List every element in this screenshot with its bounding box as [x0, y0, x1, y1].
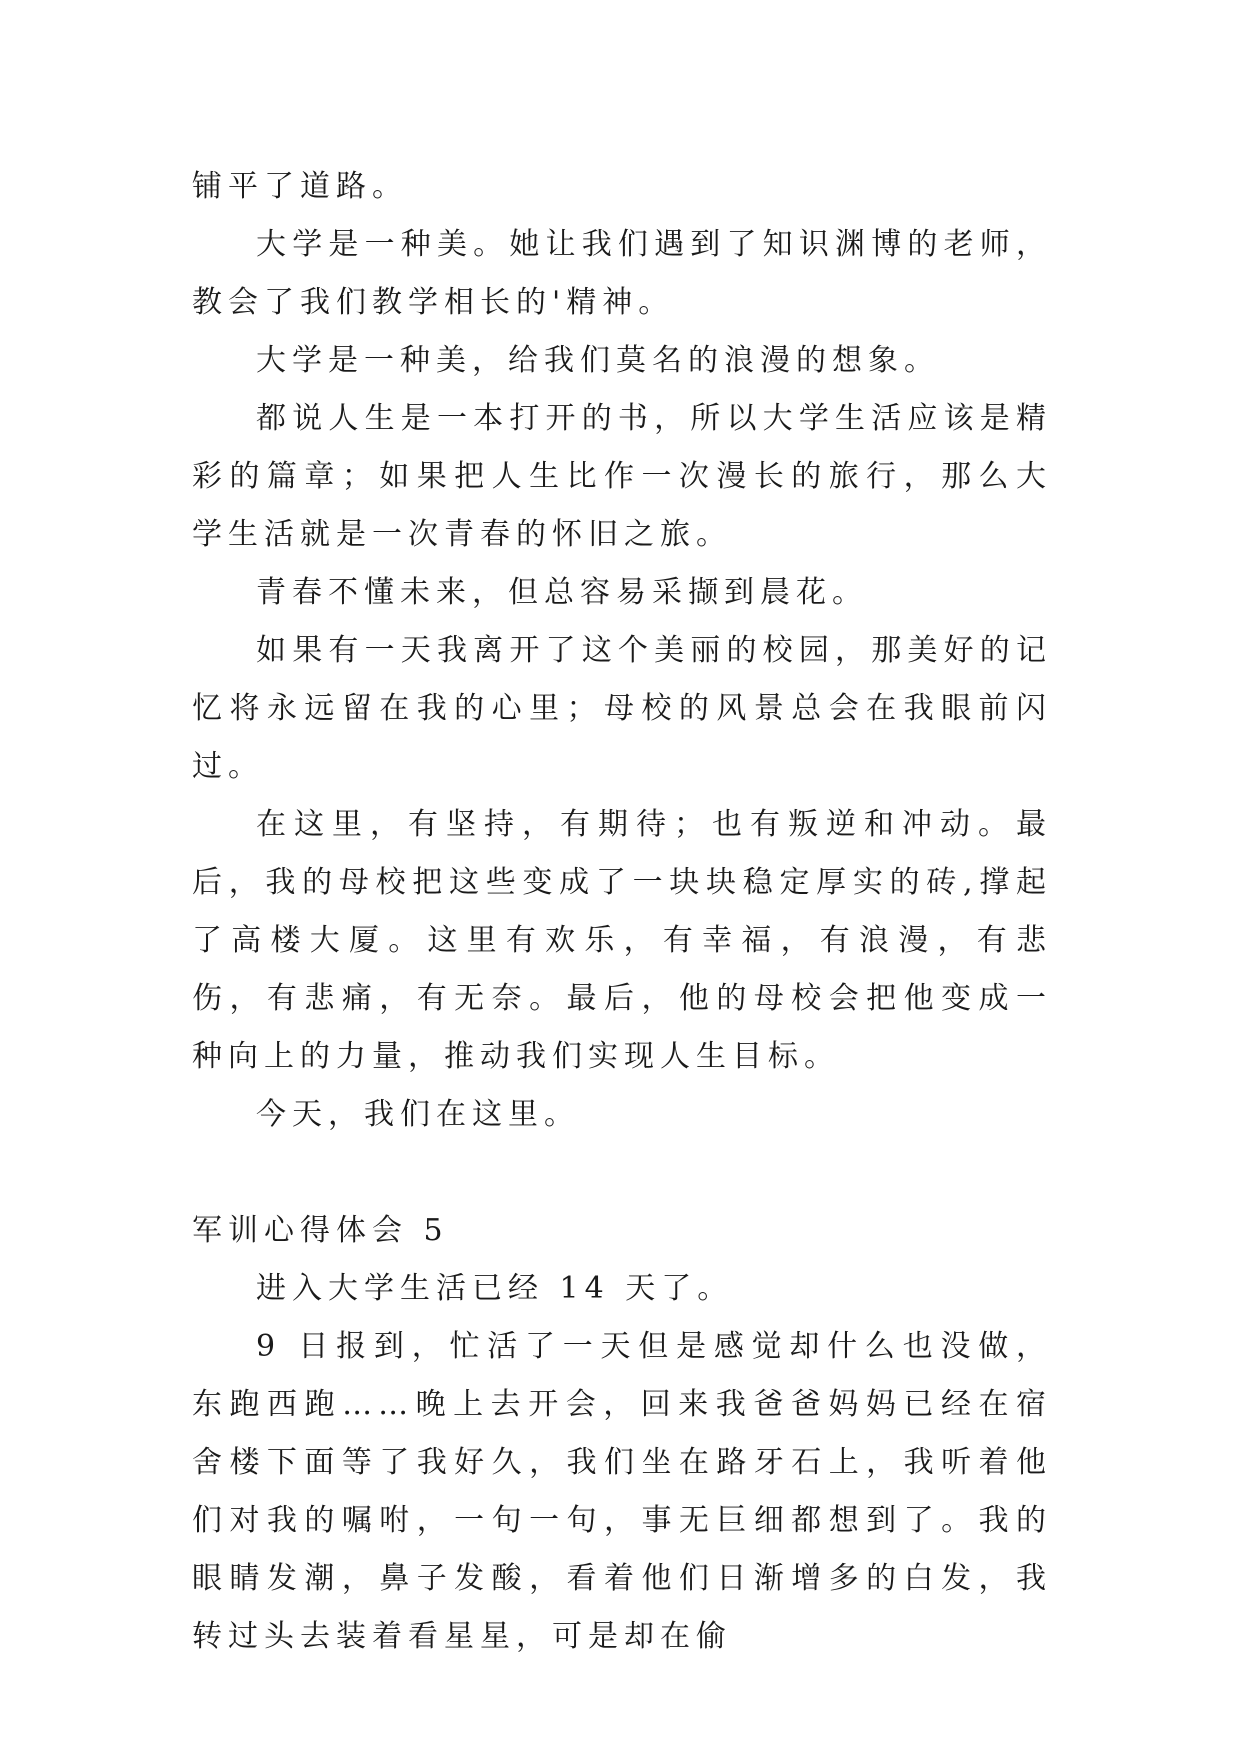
paragraph: 都说人生是一本打开的书，所以大学生活应该是精彩的篇章；如果把人生比作一次漫长的旅行，那么大学生活就是一次青春的怀旧之旅。	[192, 401, 1052, 552]
paragraph: 大学是一种美，给我们莫名的浪漫的想象。	[256, 343, 940, 378]
paragraph: 铺平了道路。	[192, 169, 408, 204]
paragraph: 进入大学生活已经 14 天了。	[256, 1271, 734, 1306]
paragraph: 如果有一天我离开了这个美丽的校园，那美好的记忆将永远留在我的心里；母校的风景总会在我眼前闪过。	[192, 633, 1052, 784]
paragraph: 大学是一种美。她让我们遇到了知识渊博的老师，教会了我们教学相长的'精神。	[192, 227, 1052, 320]
paragraph: 青春不懂未来，但总容易采撷到晨花。	[256, 575, 868, 610]
paragraph: 9 日报到，忙活了一天但是感觉却什么也没做，东跑西跑……晚上去开会，回来我爸爸妈妈已经在宿舍楼下面等了我好久，我们坐在路牙石上，我听着他们对我的嘱咐，一句一句，事无巨细都想到了。我的眼睛发潮，鼻子发酸，看着他们日渐增多的白发，我转过头去装着看星星，可是却在偷	[192, 1329, 1052, 1654]
section-title: 军训心得体会 5	[192, 1213, 449, 1248]
paragraph: 今天，我们在这里。	[256, 1097, 580, 1132]
paragraph: 在这里，有坚持，有期待；也有叛逆和冲动。最后，我的母校把这些变成了一块块稳定厚实的砖,撑起了高楼大厦。这里有欢乐，有幸福，有浪漫，有悲伤，有悲痛，有无奈。最后，他的母校会把他变成一种向上的力量，推动我们实现人生目标。	[192, 807, 1052, 1074]
document-body	[192, 158, 1052, 1666]
